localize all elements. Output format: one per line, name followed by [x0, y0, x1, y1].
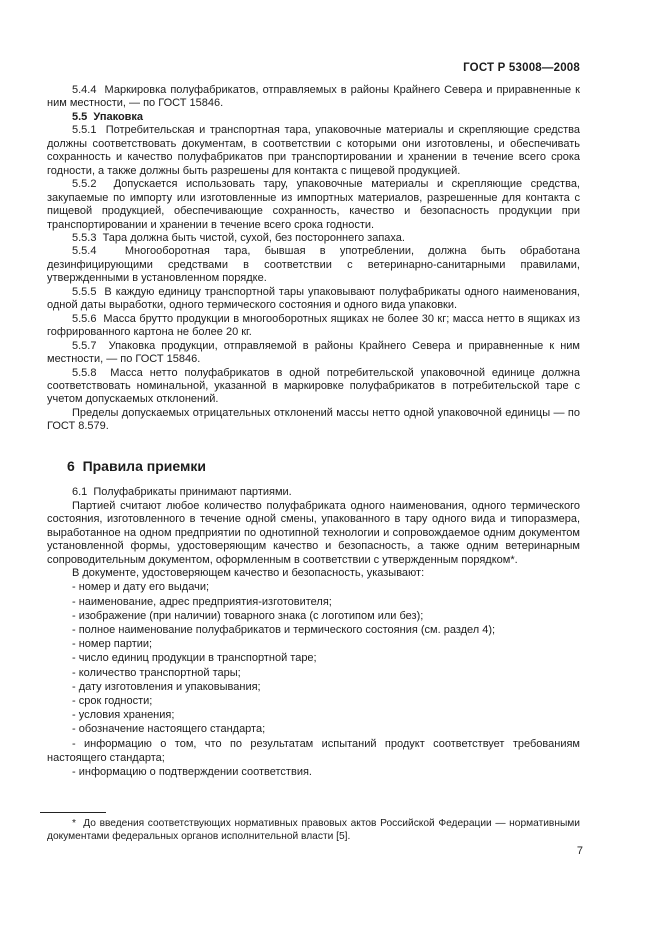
list-item: - срок годности;: [72, 695, 153, 708]
list-item: - наименование, адрес предприятия-изготовителя;: [72, 595, 332, 608]
list-item: - обозначение настоящего стандарта;: [72, 723, 266, 736]
para-doc-intro: В документе, удостоверяющем качество и безопасность, указывают:: [72, 566, 425, 579]
para-5-5-6: 5.5.6 Масса брутто продукции в многооборотных ящиках не более 30 кг; масса нетто в ящиках из гофрированного картона не более 20 кг.: [47, 312, 580, 339]
list-item: - условия хранения;: [72, 709, 175, 722]
list-item: - число единиц продукции в транспортной таре;: [72, 652, 317, 665]
para-5-5-3: 5.5.3 Тара должна быть чистой, сухой, без постороннего запаха.: [72, 231, 405, 244]
para-5-5-8: 5.5.8 Масса нетто полуфабрикатов в одной потребительской упаковочной единице должна соответствовать номинальной, указанной в маркировке полуфабрикатов в потребительской таре с учетом допускаемых отклонений.: [47, 366, 580, 406]
para-5-5-2: 5.5.2 Допускается использовать тару, упаковочные материалы и скрепляющие средства, закупаемые по импорту или изготовленные из импортных материалов, разрешенные для контакта с пищевой продукцией, обеспечивающие сохранность, качество и безопасность продукции при транспортировании и хранении в течение всего срока годности.: [47, 178, 580, 231]
para-5-5-7: 5.5.7 Упаковка продукции, отправляемой в районы Крайнего Севера и приравненные к ним местности, — по ГОСТ 15846.: [47, 339, 580, 366]
list-item: - изображение (при наличии) товарного знака (с логотипом или без);: [72, 609, 424, 622]
list-item: - количество транспортной тары;: [72, 666, 241, 679]
para-5-4-4: 5.4.4 Маркировка полуфабрикатов, отправляемых в районы Крайнего Севера и приравненные к ним местности, — по ГОСТ 15846.: [47, 84, 580, 110]
para-6-1: 6.1 Полуфабрикаты принимают партиями.: [72, 486, 292, 499]
list-item: - номер и дату его выдачи;: [72, 581, 210, 594]
running-header: ГОСТ Р 53008—2008: [463, 62, 580, 74]
para-5-5-5: 5.5.5 В каждую единицу транспортной тары упаковывают полуфабрикаты одного наименования, одной даты выработки, одного термического состояния и одного вида упаковки.: [47, 285, 580, 312]
footnote-rule: [40, 812, 106, 813]
footnote-text: * До введения соответствующих нормативных правовых актов Российской Федерации — нормативными документами федеральных органов исполнительной власти [5].: [47, 818, 580, 842]
list-item: - информацию о том, что по результатам испытаний продукт соответствует требованиям настоящего стандарта;: [47, 737, 580, 764]
page-number: 7: [576, 845, 583, 857]
list-item: - номер партии;: [72, 638, 153, 651]
list-item: - информацию о подтверждении соответствия.: [72, 766, 312, 779]
list-item: - дату изготовления и упаковывания;: [72, 680, 261, 693]
section-heading-6: 6 Правила приемки: [67, 457, 206, 474]
para-batch-definition: Партией считают любое количество полуфабриката одного наименования, одного термического состояния, изготовленного в течение одной смены, упакованного в тару одного вида и типоразмера, выработанное на одном предприятии по однотипной технологии и сопровождаемое одним документом установленной формы, удостоверяющим качество и безопасность, а также одним ветеринарным сопроводительным документом, оформленным в соответствии с утвержденным порядком*.: [47, 499, 580, 566]
subheading-5-5: 5.5 Упаковка: [72, 110, 144, 123]
list-item: - полное наименование полуфабрикатов и термического состояния (см. раздел 4);: [72, 624, 496, 637]
para-5-5-4: 5.5.4 Многооборотная тара, бывшая в употреблении, должна быть обработана дезинфицирующими средствами в соответствии с ветеринарно-санитарными правилами, утвержденными в установленном порядке.: [47, 245, 580, 285]
document-body: [47, 84, 580, 779]
para-limits: Пределы допускаемых отрицательных отклонений массы нетто одной упаковочной единицы — по ГОСТ 8.579.: [47, 406, 580, 433]
para-5-5-1: 5.5.1 Потребительская и транспортная тара, упаковочные материалы и скрепляющие средства должны соответствовать документам, в соответствии с которыми они изготовлены, и обеспечивать сохранность и качество полуфабрикатов при транспортировании и хранении в течение всего срока годности, а также должны быть разрешены для контакта с пищевой продукцией.: [47, 124, 580, 177]
